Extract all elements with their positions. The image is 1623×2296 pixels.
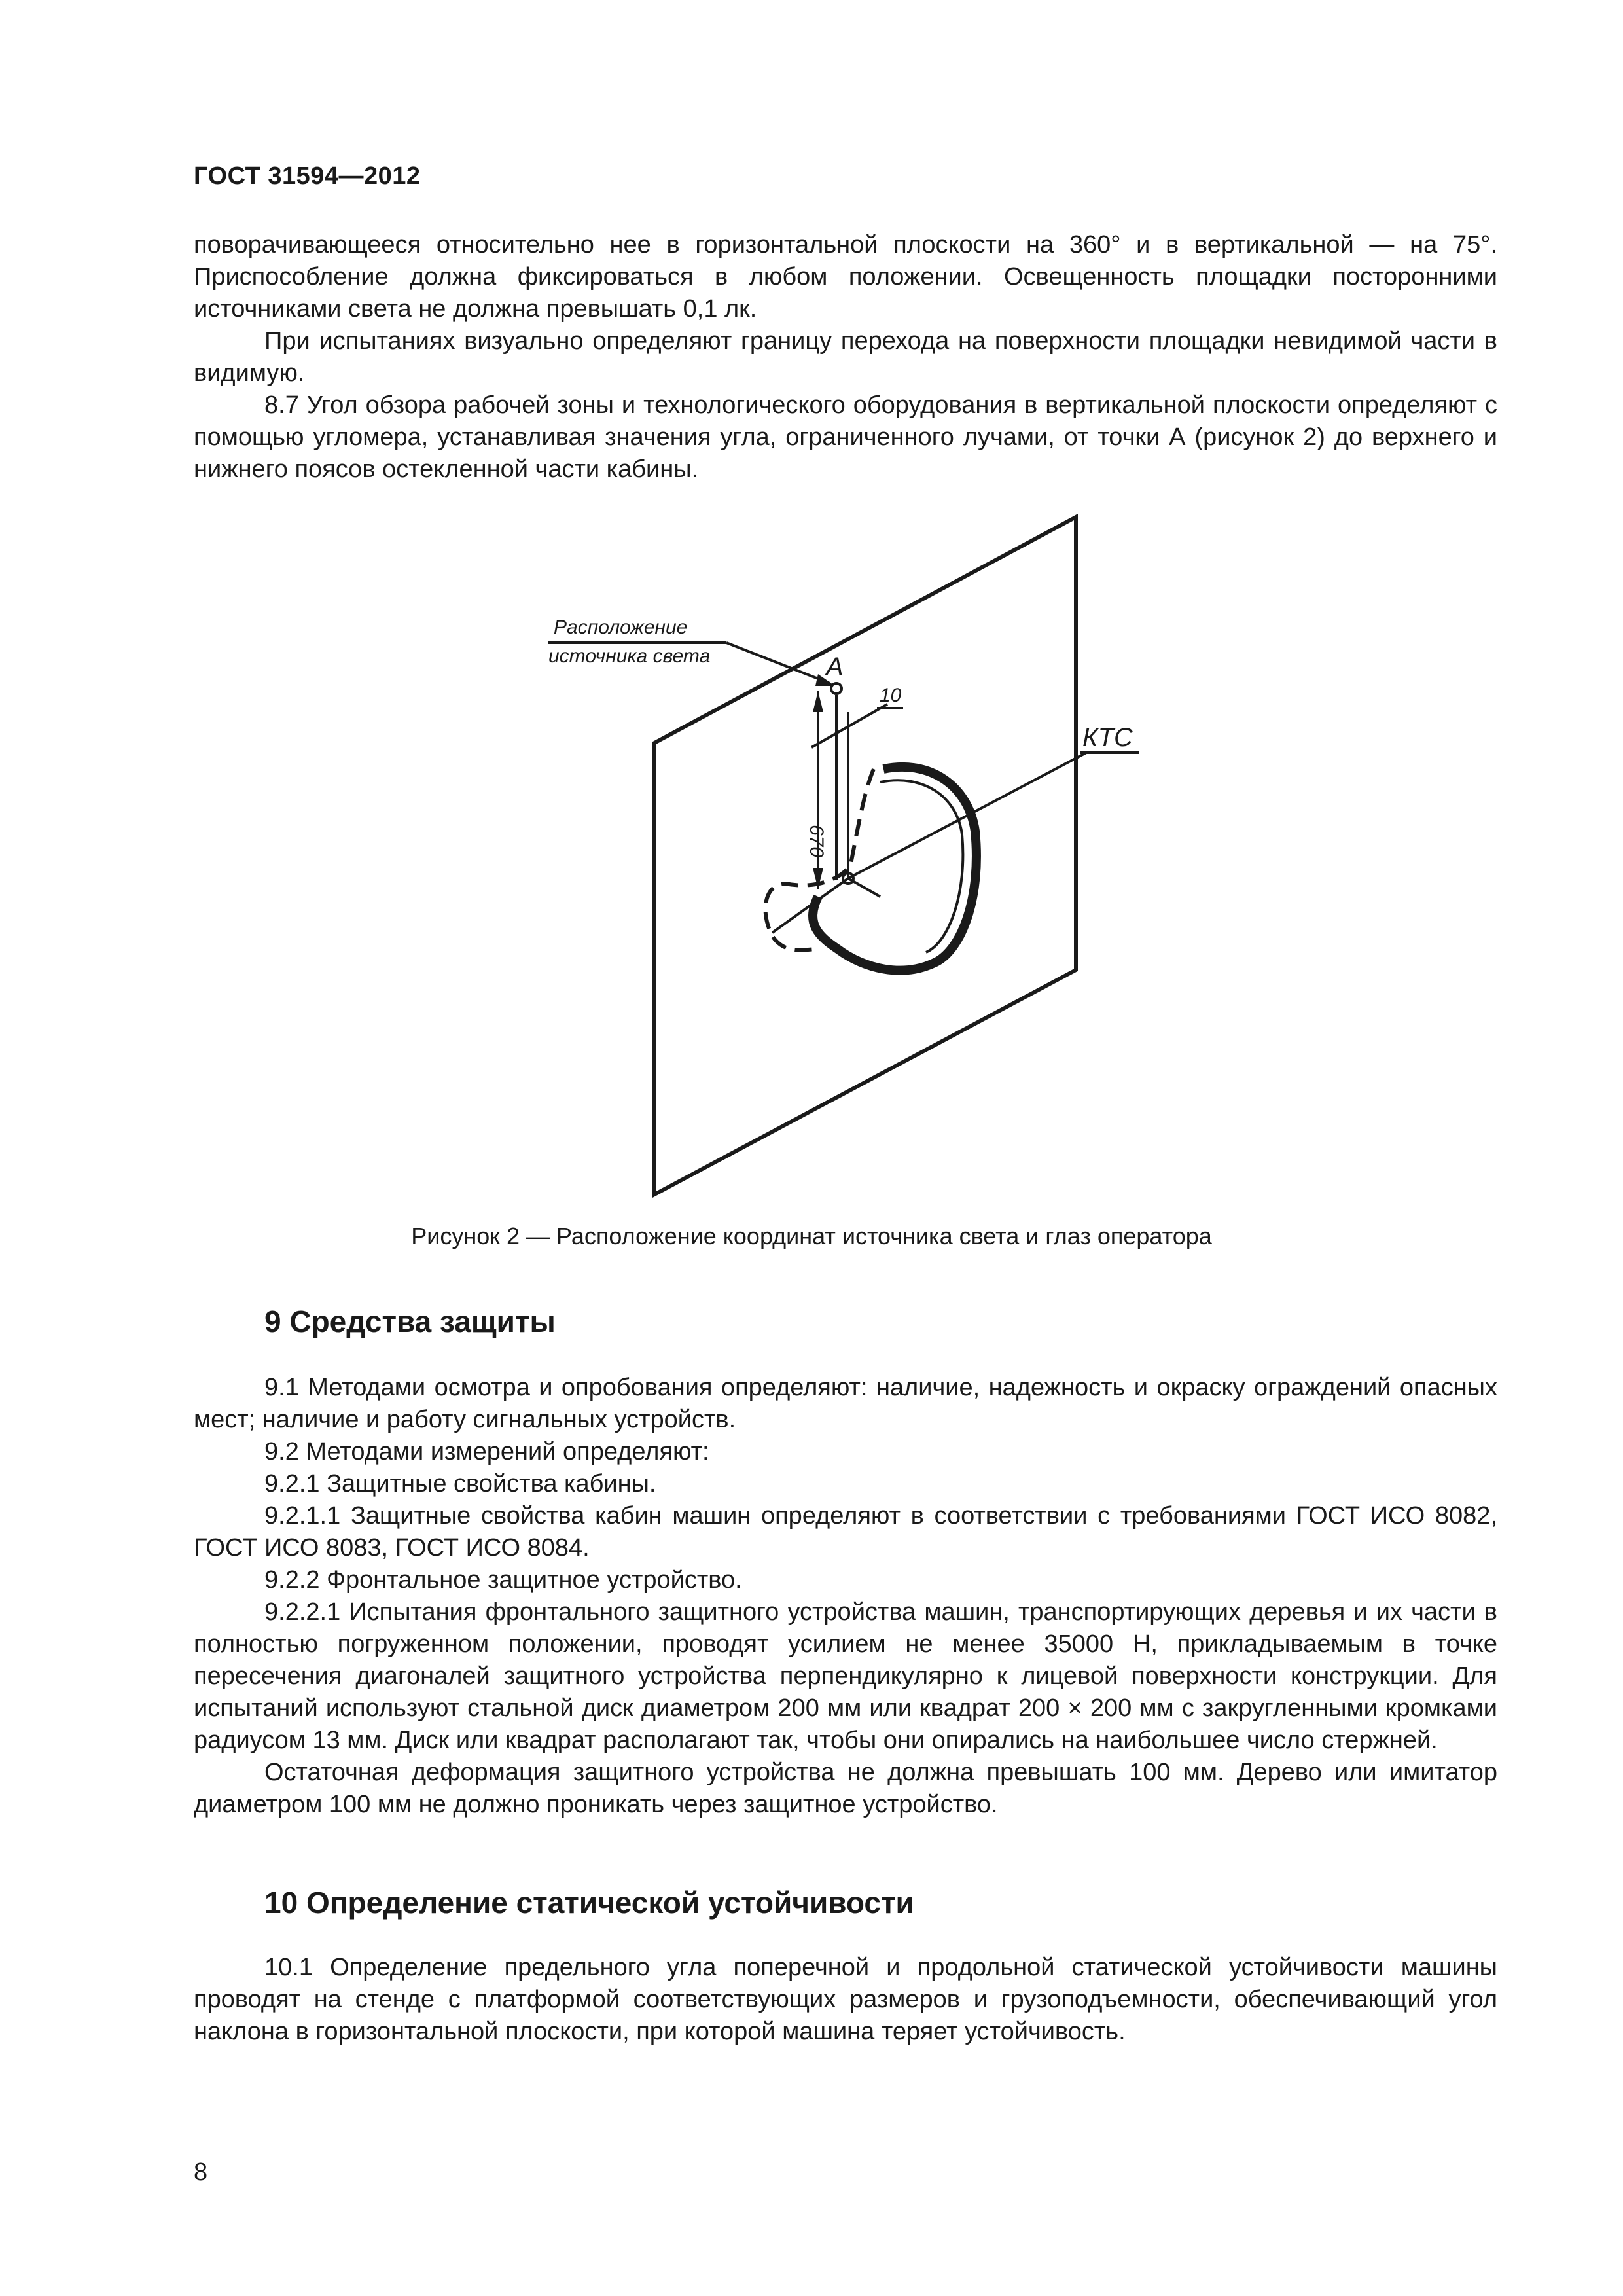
paragraph: 9.2.2.1 Испытания фронтального защитного устройства машин, транспортирующих деревья и их части в полностью погруженном положении, проводят усилием не менее 35000 Н, прикладываемым в точке пересечения диагоналей защитного устройства перпендикулярно к лицевой поверхности конструкции. Для испытаний используют стальной диск диаметром 200 мм или квадрат 200 × 200 мм с закругленными кромками радиусом 13 мм. Диск или квадрат располагают так, чтобы они опирались на наибольшее число стержней.	[194, 1598, 1497, 1754]
dimension-arrow-top	[813, 691, 823, 712]
paragraph: 10.1 Определение предельного угла поперечной и продольной статической устойчивости машины проводят на стенде с платформой соответствующих размеров и грузоподъемности, обеспечивающий угол наклона в горизонтальной плоскости, при которой машина теряет устойчивость.	[194, 1954, 1497, 2045]
paragraph: 9.2.1.1 Защитные свойства кабин машин определяют в соответствии с требованиями ГОСТ ИСО 8082, ГОСТ ИСО 8083, ГОСТ ИСО 8084.	[194, 1502, 1497, 1562]
intro-text-block	[194, 229, 1497, 486]
panel-outline	[654, 517, 1076, 1194]
paragraph: 9.1 Методами осмотра и опробования определяют: наличие, надежность и окраску ограждений опасных мест; наличие и работу сигнальных устройств.	[194, 1374, 1497, 1433]
paragraph: 8.7 Угол обзора рабочей зоны и технологического оборудования в вертикальной плоскости определяют с помощью угломера, устанавливая значения угла, ограниченного лучами, от точки А (рисунок 2) до верхнего и нижнего поясов остекленной части кабины.	[194, 391, 1497, 483]
point-a-label: A	[826, 653, 844, 681]
opening-hidden-contour	[766, 769, 874, 950]
section-10-title: 10 Определение статической устойчивости	[264, 1886, 914, 1920]
figure-2	[0, 504, 1623, 1224]
dimension-10-label: 10	[880, 685, 902, 706]
section-9-body	[194, 1372, 1497, 1821]
section-10-body	[194, 1952, 1497, 2048]
paragraph: 9.2 Методами измерений определяют:	[264, 1438, 709, 1465]
light-source-label-line2: источника света	[548, 645, 711, 667]
dimension-670-label: 670	[806, 825, 827, 858]
figure-caption: Рисунок 2 — Расположение координат источника света и глаз оператора	[411, 1223, 1212, 1249]
paragraph: При испытаниях визуально определяют границу перехода на поверхности площадки невидимой части в видимую.	[194, 327, 1497, 387]
document-id-header: ГОСТ 31594—2012	[194, 162, 421, 190]
paragraph: 9.2.2 Фронтальное защитное устройство.	[264, 1566, 742, 1594]
axis-line	[848, 878, 880, 897]
page-number: 8	[194, 2159, 208, 2186]
section-9-title: 9 Средства защиты	[264, 1304, 556, 1338]
ktc-label: КТС	[1082, 723, 1133, 752]
opening-inner-line	[880, 780, 963, 952]
paragraph: Остаточная деформация защитного устройства не должна превышать 100 мм. Дерево или имитатор диаметром 100 мм не должно проникать через защитное устройство.	[194, 1759, 1497, 1818]
paragraph: 9.2.1 Защитные свойства кабины.	[264, 1470, 656, 1498]
light-source-label-line1: Расположение	[554, 617, 688, 638]
figure-drawing	[0, 504, 1623, 1224]
point-a-marker	[831, 683, 842, 694]
axis-line	[848, 753, 1086, 878]
paragraph: поворачивающееся относительно нее в горизонтальной плоскости на 360° и в вертикальной — на 75°. Приспособление должна фиксироваться в любом положении. Освещенность площадки посторонними источниками света не должна превышать 0,1 лк.	[194, 231, 1497, 323]
